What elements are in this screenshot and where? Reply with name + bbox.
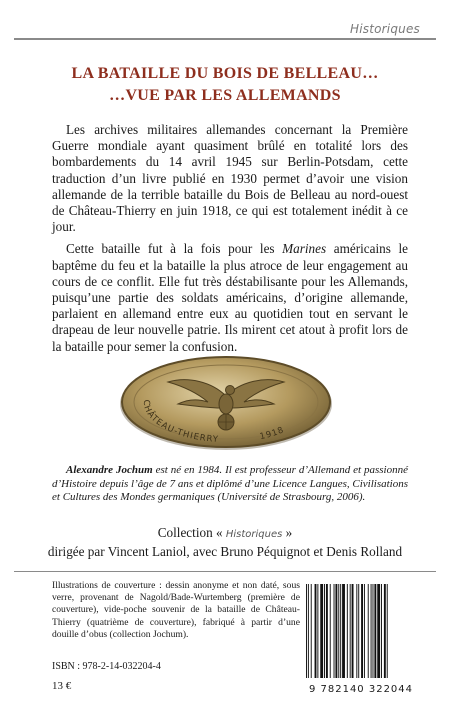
cover-credits: Illustrations de couverture : dessin anonyme et non daté, sous verre, provenant de Nagold/Bade-Wurtemberg (première de couverture), vide-poche souvenir de la bataille de Château-Thierry (quatrième de couverture), fabriqué à partir d’une douille d’obus (collection Jochum). [52, 580, 300, 640]
barcode-bar [324, 584, 325, 678]
barcode-bar [358, 584, 359, 678]
barcode-bar [377, 584, 380, 678]
barcode-bar [335, 584, 337, 678]
top-rule [14, 38, 436, 40]
price: 13 € [52, 680, 72, 692]
barcode-number: 9 782140 322044 [308, 684, 414, 695]
barcode-bar [340, 584, 341, 678]
barcode-bar [334, 584, 335, 678]
summary [52, 122, 408, 361]
author-bio [52, 464, 408, 505]
collection-suffix: » [282, 525, 293, 540]
summary-paragraph-2-start: Cette bataille fut à la fois pour les [66, 241, 283, 257]
barcode-bar [338, 584, 339, 678]
barcode-bar [306, 584, 307, 678]
barcode-bar [326, 584, 328, 678]
marines-word: Marines [282, 241, 327, 257]
barcode-bar [342, 584, 345, 678]
engraving-left: CHÂTEAU-THIERRY [140, 399, 220, 445]
engraving-right: 1918 [258, 425, 286, 443]
summary-paragraph-2-end: américains le baptême du feu et la bataille la plus atroce de leur engagement au cours de ce conflit. Elle fut très déstabilisante pour les Allemands, puisqu’une partie des soldats américains, d’origine allemande, parlaient en allemand entre eux au quotidien tout en servant le drapeau de leur nouvelle patrie. Ils mirent cet atout à profit lors de la bataille pour semer la confusion. [52, 241, 408, 354]
summary-paragraph-2 [52, 241, 408, 354]
barcode-bar [315, 584, 317, 678]
barcode-bar [352, 584, 354, 678]
collection-directors: dirigée par Vincent Laniol, avec Bruno Péquignot et Denis Rolland [47, 544, 403, 559]
summary-paragraph-1: Les archives militaires allemandes concernant la Première Guerre mondiale ayant quasiment brûlé en totalité lors des bombardements du 14 avril 1945 sur Berlin-Potsdam, cette traduction d’un livre publié en 1930 permet d’avoir une vision allemande de la terrible bataille du Bois de Belleau au nord-ouest de Château-Thierry en juin 1918, ce qui est totalement inédit à ce jour. [52, 122, 408, 235]
barcode-bar [330, 584, 331, 678]
barcode-bar [311, 584, 312, 678]
barcode-bar [384, 584, 386, 678]
barcode-bar [374, 584, 376, 678]
collection-line [0, 524, 450, 543]
souvenir-tray-image [116, 352, 336, 452]
collection-series: Historiques [225, 529, 283, 540]
barcode-bar [368, 584, 369, 678]
barcode-bar [381, 584, 382, 678]
title-line-2: …VUE PAR LES ALLEMANDS [109, 87, 341, 104]
collection-prefix: Collection « [157, 525, 226, 540]
barcode-bar [371, 584, 372, 678]
barcode-bar [308, 584, 309, 678]
collection-info [0, 524, 450, 560]
barcode-bar [350, 584, 351, 678]
barcode [302, 580, 420, 680]
barcode-bar [317, 584, 318, 678]
title-line-1: LA BATAILLE DU BOIS DE BELLEAU… [71, 65, 379, 82]
divider-rule [14, 571, 436, 572]
series-logo: Historiques [350, 22, 420, 36]
barcode-bar [320, 584, 323, 678]
barcode-bar [364, 584, 365, 678]
title-block [0, 63, 450, 107]
author-name: Alexandre Jochum [66, 464, 153, 476]
barcode-bar [347, 584, 348, 678]
barcode-bar [361, 584, 363, 678]
author-bio-text: est né en 1984. Il est professeur d’Allemand et passionné d’Histoire depuis l’âge de 7 ans et diplômé d’une Licence Langues, Civilisations et Cultures des Mondes germaniques (Université de Strasbourg, 2006). [52, 464, 408, 504]
barcode-bar [387, 584, 388, 678]
barcode-bar [373, 584, 374, 678]
isbn: ISBN : 978-2-14-032204-4 [52, 661, 161, 672]
barcode-bar [356, 584, 357, 678]
